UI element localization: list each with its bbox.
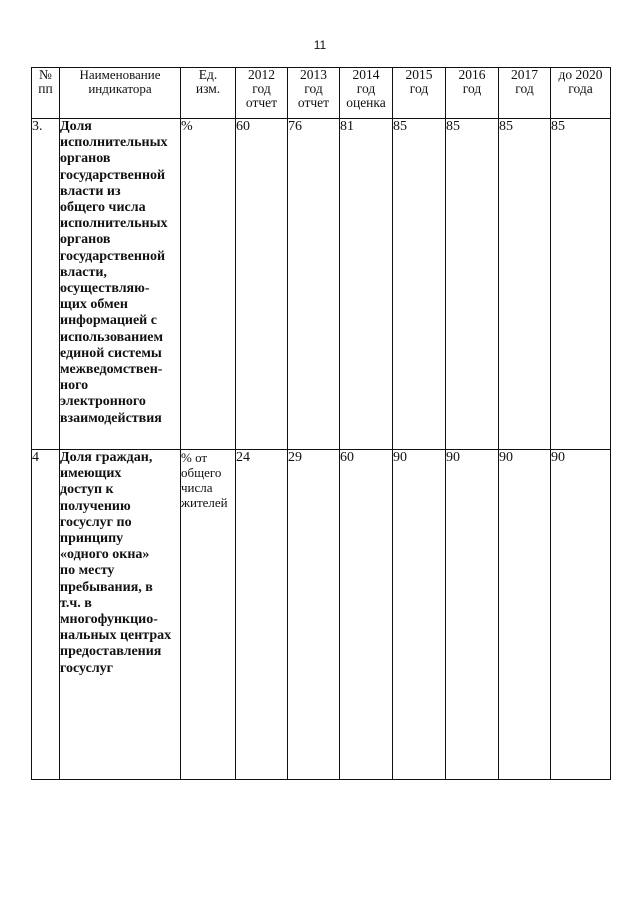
page-number: 11 — [313, 38, 327, 52]
value-2016: 85 — [446, 119, 499, 450]
value-2012: 60 — [236, 119, 288, 450]
header-year-2013: 2013 год отчет — [288, 68, 340, 119]
table-row — [32, 119, 611, 450]
header-number: № пп — [32, 68, 60, 119]
row-number: 4 — [32, 450, 60, 780]
header-year-2017: 2017 год — [499, 68, 551, 119]
value-2013: 29 — [288, 450, 340, 780]
header-year-2016: 2016 год — [446, 68, 499, 119]
row-number: 3. — [32, 119, 60, 450]
header-year-2012: 2012 год отчет — [236, 68, 288, 119]
value-2015: 85 — [393, 119, 446, 450]
unit-cell: % — [181, 119, 236, 450]
value-2016: 90 — [446, 450, 499, 780]
table-header-row — [32, 68, 611, 119]
header-year-2015: 2015 год — [393, 68, 446, 119]
header-unit: Ед. изм. — [181, 68, 236, 119]
table-row — [32, 450, 611, 780]
indicator-name: Доля исполнительных органов государственной власти из общего числа исполнительных органов государственной власти, осуществляю- щих обмен информацией с использованием единой системы межведомствен- ного электронного взаимодействия — [60, 119, 181, 450]
unit-cell: % от общего числа жителей — [181, 450, 236, 780]
header-year-2014: 2014 год оценка — [340, 68, 393, 119]
value-2013: 76 — [288, 119, 340, 450]
value-2015: 90 — [393, 450, 446, 780]
header-year-2020: до 2020 года — [551, 68, 611, 119]
value-2014: 81 — [340, 119, 393, 450]
value-2014: 60 — [340, 450, 393, 780]
indicator-name: Доля граждан, имеющих доступ к получению госуслуг по принципу «одного окна» по месту пребывания, в т.ч. в многофункцио- нальных центрах предоставления госуслуг — [60, 450, 181, 780]
indicators-table — [31, 67, 611, 780]
value-2012: 24 — [236, 450, 288, 780]
value-2017: 85 — [499, 119, 551, 450]
value-2017: 90 — [499, 450, 551, 780]
value-2020: 90 — [551, 450, 611, 780]
header-indicator-name: Наименование индикатора — [60, 68, 181, 119]
value-2020: 85 — [551, 119, 611, 450]
